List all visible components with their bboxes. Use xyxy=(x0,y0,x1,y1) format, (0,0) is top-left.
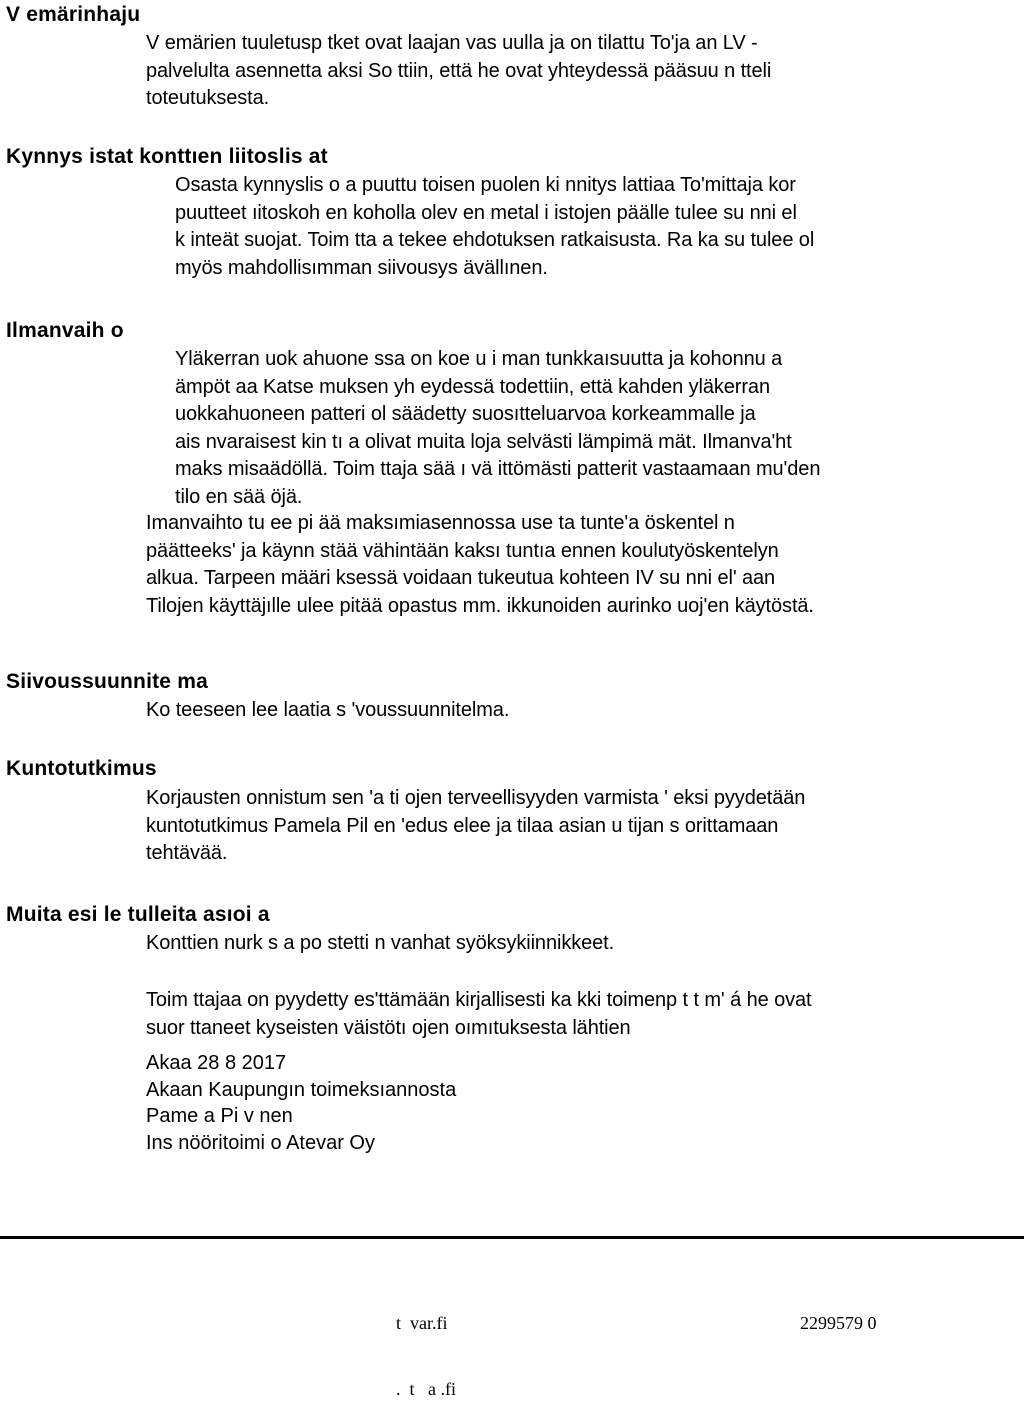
section-heading: Kuntotutkimus xyxy=(6,757,157,780)
signature-organization: Akaan Kaupungın toimeksıannosta xyxy=(146,1078,457,1101)
footer-right xyxy=(800,1268,877,1356)
section-paragraph: Osasta kynnyslis o a puuttu toisen puolen ki nnitys lattiaa To'mittaja kor puutteet ıitoskoh en koholla olev en metal i istojen päälle tulee su nni el k inteät suojat. Toim tta a tekee ehdotuksen ratkaisusta. Ra ka su tulee ol myös mahdollisımman siivousys ävällınen. xyxy=(175,174,815,279)
signature-date: Akaa 28 8 2017 xyxy=(146,1052,287,1074)
section-paragraph: Yläkerran uok ahuone ssa on koe u i man tunkkaısuutta ja kohonnu a ämpöt aa Katse muksen yh eydessä todettiin, että kahden yläkerran uokkahuoneen patteri ol säädetty suosıtteluarvoa korkeammalle ja ais nvaraisest kin tı a olivat muita loja selvästi lämpimä mät. Ilmanva'ht maks misaädöllä. Toim ttaja sää ı vä ittömästi patterit vastaamaan mu'den tilo en sää öjä. xyxy=(175,348,821,508)
footer-website: t var.fi xyxy=(396,1313,448,1333)
section-heading: Ilmanvaih o xyxy=(6,319,124,342)
section-heading: V emärinhaju xyxy=(6,3,141,26)
section-paragraph: Korjausten onnistum sen 'a ti ojen terveellisyyden varmista ' eksi pyydetään kuntotutkimus Pamela Pil en 'edus elee ja tilaa asian u tijan s orittamaan tehtävää. xyxy=(146,787,806,864)
section-paragraph: Imanvaihto tu ee pi ää maksımiasennossa use ta tunte'a öskentel n päätteeks' ja käynn stää vähintään kaksı tuntıa ennen koulutyöskentelyn alkua. Tarpeen määri ksessä voidaan tukeutua kohteen IV su nni el' aan Tilojen käyttäjılle ulee pitää opastus mm. ikkunoiden aurinko uoj'en käytöstä. xyxy=(146,512,814,617)
footer-business-id: 2299579 0 xyxy=(800,1313,877,1333)
signature-company: Ins nööritoimi o Atevar Oy xyxy=(146,1131,375,1154)
signature-name: Pame a Pi v nen xyxy=(146,1105,293,1127)
section-paragraph: V emärien tuuletusp tket ovat laajan vas uulla ja on tilattu To'ja an LV - palvelulta asennetta aksi So ttiin, että he ovat yhteydessä pääsuu n tteli toteutuksesta. xyxy=(146,32,772,109)
section-heading: Kynnys istat konttıen liitoslis at xyxy=(6,145,328,168)
section-paragraph: Konttien nurk s a po stetti n vanhat syöksykiinnikkeet. xyxy=(146,932,615,954)
signature-block xyxy=(146,1050,456,1156)
section-paragraph: Ko teeseen lee laatia s 'voussuunnitelma. xyxy=(146,699,510,721)
footer-email: . t a .fi xyxy=(396,1379,456,1399)
footer-left xyxy=(396,1268,456,1422)
footer-divider xyxy=(0,1236,1024,1239)
section-heading: Siivoussuunnite ma xyxy=(6,670,208,693)
section-paragraph: Toim ttajaa on pyydetty es'ttämään kirjallisesti ka kki toimenp t t m' á he ovat suor ttaneet kyseisten väistötı ojen oımıtuksesta lähtien xyxy=(146,989,812,1039)
section-heading: Muita esi le tulleita asıoi a xyxy=(6,903,270,926)
